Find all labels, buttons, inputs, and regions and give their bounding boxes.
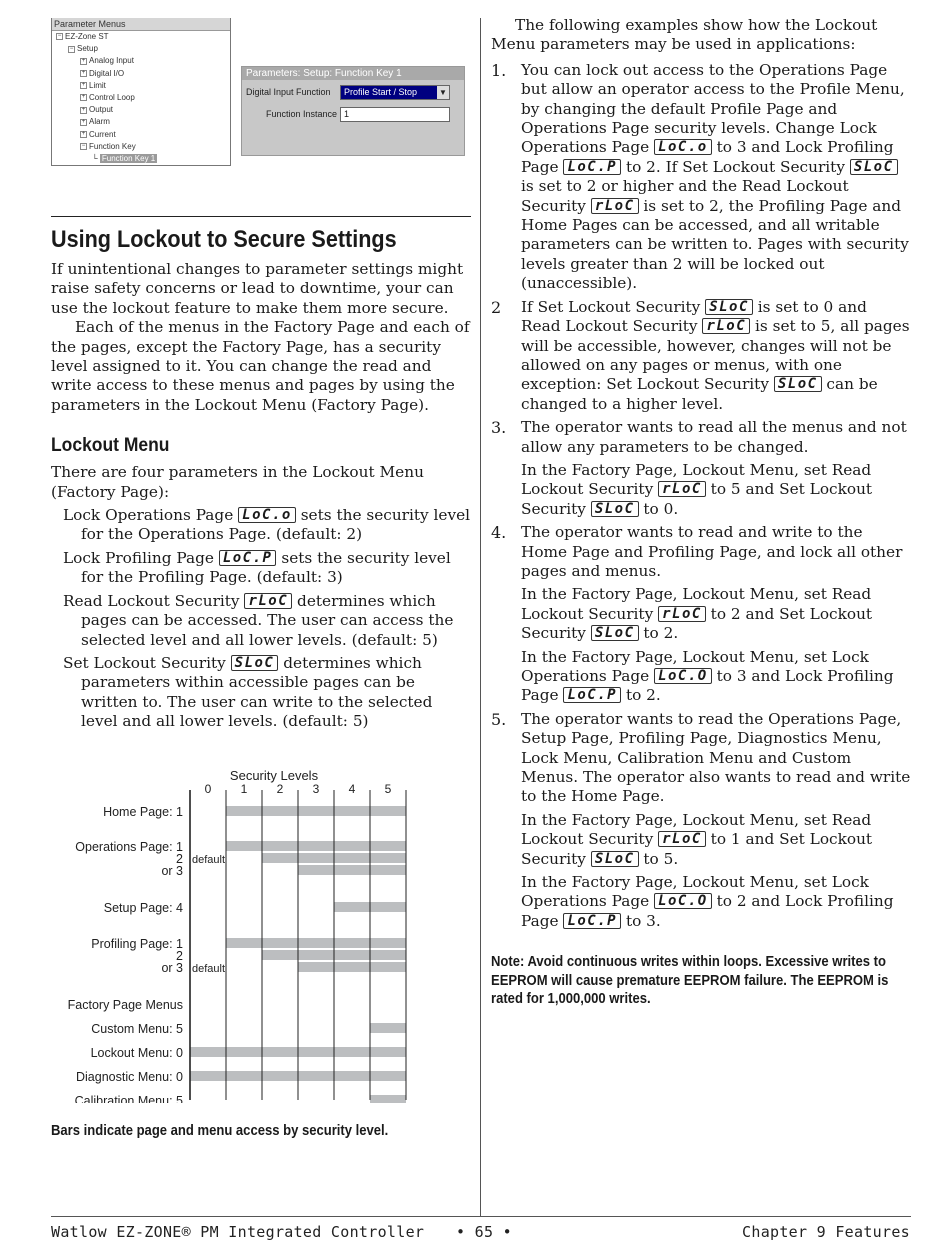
- access-bar: [226, 806, 406, 816]
- example-text: The operator wants to read and write to the Home Page and Profiling Page, and lock all other pages and menus.: [521, 523, 903, 580]
- intro-paragraph: If unintentional changes to parameter settings might raise safety concerns or lead to downtime, your can use the lockout feature to make them more secure.: [51, 260, 464, 317]
- tree-item-label: Output: [89, 105, 114, 115]
- row-label: Home Page: 1: [103, 805, 183, 819]
- access-bar: [370, 1095, 406, 1103]
- parameter-code: LoC.o: [238, 507, 296, 523]
- example-text: to 3.: [621, 911, 661, 930]
- expand-icon[interactable]: +: [81, 94, 86, 101]
- parameter-name: Set Lockout Security: [63, 653, 226, 672]
- tree-item-label: Digital I/O: [89, 68, 125, 78]
- digital-input-function-select[interactable]: [340, 85, 450, 100]
- example-number: 1.: [491, 60, 507, 80]
- example-text: to 5 and Set Lockout Security: [521, 480, 873, 518]
- tree-item[interactable]: [52, 31, 230, 43]
- lockout-intro: There are four parameters in the Lockout Menu (Factory Page):: [51, 463, 424, 501]
- example-step: [491, 811, 911, 869]
- security-levels-chart: [51, 748, 431, 1107]
- tree-item[interactable]: [52, 104, 230, 116]
- example-text: to 2. If Set Lockout Security: [621, 157, 850, 176]
- example-step: [491, 648, 911, 706]
- example-text: is set to 5, all pages will be accessible, however, changes will not be allowed on any pages or menus, with one exception: Set Lockout Security: [521, 317, 910, 394]
- example-text: The operator wants to read all the menus and not allow any parameters to be changed.: [521, 418, 907, 456]
- function-instance-input[interactable]: 1: [340, 107, 450, 122]
- parameter-code: rLoC: [658, 831, 706, 847]
- parameter-code: SLoC: [591, 501, 639, 517]
- section-rule: [51, 216, 471, 217]
- eeprom-note: Note: Avoid continuous writes within loops. Excessive writes to EEPROM will cause premature EEPROM failure. The EEPROM is rated for 1,000,000 writes.: [491, 954, 889, 1008]
- column-divider: [480, 18, 481, 1216]
- collapse-icon[interactable]: −: [69, 45, 74, 52]
- example-step: [491, 873, 911, 931]
- parameter-code: SLoC: [231, 655, 279, 671]
- example-body: [521, 418, 911, 457]
- footer-rule: [51, 1216, 911, 1217]
- security-paragraph: Each of the menus in the Factory Page and each of the pages, except the Factory Page, has a security level assigned to it. You can change the read and write access to these menus and pages by using the parameters in the Lockout Menu (Factory Page).: [51, 318, 470, 414]
- tree-item-label: Control Loop: [89, 92, 135, 102]
- tree-item[interactable]: [52, 43, 230, 55]
- parameter-code: rLoC: [244, 593, 292, 609]
- footer-title: Watlow EZ-ZONE® PM Integrated Controller: [51, 1223, 425, 1241]
- example-text: to 1 and Set Lockout Security: [521, 830, 873, 868]
- parameter-code: LoC.P: [219, 550, 277, 566]
- access-bar: [226, 841, 406, 851]
- access-bar: [298, 962, 406, 972]
- example-body: [521, 61, 911, 294]
- tree-item-label: Alarm: [89, 117, 110, 127]
- row-label: Profiling Page: 1: [91, 937, 183, 951]
- parameter-name: Lock Operations Page: [63, 506, 234, 525]
- access-bar: [298, 865, 406, 875]
- example-number: 2: [491, 297, 502, 317]
- parameter-menus-tree: [51, 18, 231, 166]
- example-body: [521, 298, 911, 414]
- example-item: [491, 523, 911, 581]
- tree-item[interactable]: [52, 153, 230, 165]
- default-note: default: [192, 963, 226, 975]
- parameter-description: sets the security level for the Operations Page. (default: 2): [81, 506, 471, 544]
- example-step: [491, 585, 911, 643]
- example-text: is set to 2 or higher and the Read Lockout Security: [521, 177, 849, 215]
- level-tick-label: 4: [348, 782, 356, 796]
- example-text: If Set Lockout Security: [521, 297, 706, 316]
- example-text: is set to 0 and Read Lockout Security: [521, 297, 867, 336]
- lockout-parameter: [51, 654, 471, 732]
- expand-icon[interactable]: +: [81, 57, 86, 64]
- parameter-code: rLoC: [658, 606, 706, 622]
- example-text: to 2 and Lock Profiling Page: [521, 892, 894, 930]
- parameter-code: LoC.P: [563, 913, 621, 929]
- example-item: [491, 418, 911, 457]
- dialog-title: Parameters: Setup: Function Key 1: [242, 67, 464, 80]
- row-label: Calibration Menu: 5: [74, 1094, 183, 1103]
- parameter-code: SLoC: [705, 299, 753, 315]
- example-text: In the Factory Page, Lockout Menu, set Lock Operations Page: [521, 647, 869, 685]
- expand-icon[interactable]: +: [81, 69, 86, 76]
- collapse-icon[interactable]: −: [81, 143, 86, 150]
- parameter-code: LoC.O: [654, 668, 712, 684]
- right-column: [491, 16, 911, 1009]
- collapse-icon[interactable]: −: [57, 33, 62, 40]
- field1-label: Digital Input Function: [246, 87, 331, 97]
- tree-item-label: Current: [89, 129, 116, 139]
- example-item: [491, 298, 911, 414]
- example-item: [491, 710, 911, 807]
- parameter-code: LoC.o: [654, 139, 712, 155]
- tree-item[interactable]: [52, 141, 230, 153]
- tree-item-label: Function Key: [89, 141, 136, 151]
- parameter-name: Read Lockout Security: [63, 591, 240, 610]
- parameter-code: LoC.P: [563, 159, 621, 175]
- tree-title: Parameter Menus: [52, 18, 230, 31]
- row-label: 2: [176, 949, 183, 963]
- lockout-parameter: [51, 506, 471, 545]
- example-text: is set to 2, the Profiling Page and Home Pages can be accessed, and all writable parameters can be written to. Pages with security levels greater than 2 will be locked out (unaccessible).: [521, 196, 909, 293]
- tree-item-label: Setup: [77, 44, 98, 54]
- tree-branch-icon: └: [92, 153, 100, 163]
- expand-icon[interactable]: +: [81, 106, 86, 113]
- level-tick-label: 2: [276, 782, 284, 796]
- footer-chapter: Chapter 9 Features: [742, 1223, 910, 1241]
- function-key-dialog: [241, 66, 465, 156]
- parameter-code: rLoC: [591, 198, 639, 214]
- tree-item[interactable]: [52, 68, 230, 80]
- example-text: to 0.: [638, 499, 679, 518]
- tree-item-label: Limit: [89, 80, 106, 90]
- parameter-code: SLoC: [774, 376, 822, 392]
- page-number: • 65 •: [456, 1223, 512, 1241]
- default-note: default: [192, 854, 226, 866]
- parameter-description: determines which pages can be accessed. The user can access the selected level and all lower levels. (default: 5): [81, 591, 454, 649]
- example-body: [521, 523, 911, 581]
- parameter-description: determines which parameters within accessible pages can be written to. The user can write to the selected level and all lower levels. (default: 5): [81, 653, 433, 731]
- expand-icon[interactable]: +: [81, 82, 86, 89]
- row-label: Diagnostic Menu: 0: [75, 1070, 183, 1084]
- row-label: Custom Menu: 5: [91, 1022, 183, 1036]
- parameter-code: LoC.P: [563, 687, 621, 703]
- row-label: 2: [176, 852, 183, 866]
- example-text: to 2 and Set Lockout Security: [521, 604, 873, 643]
- example-text: to 3 and Lock Profiling Page: [521, 138, 894, 176]
- row-label: Lockout Menu: 0: [90, 1046, 183, 1060]
- tree-list: [52, 31, 230, 165]
- tree-item[interactable]: [52, 92, 230, 104]
- level-tick-label: 5: [384, 782, 392, 796]
- example-text: to 3 and Lock Profiling Page: [521, 667, 894, 705]
- parameter-code: LoC.O: [654, 893, 712, 909]
- lockout-menu-heading: Lockout Menu: [51, 435, 170, 457]
- parameter-code: rLoC: [702, 318, 750, 334]
- security-levels-svg: [51, 748, 431, 1103]
- example-text: You can lock out access to the Operations Page but allow an operator access to the Profile Menu, by changing the default Profile Page and Operations Page security levels. Change Lock Operations Page: [521, 60, 905, 157]
- row-label: Factory Page Menus: [67, 998, 183, 1012]
- tree-item-label: Function Key 1: [101, 153, 156, 163]
- chevron-down-icon[interactable]: ▼: [437, 86, 449, 99]
- access-bar: [226, 938, 406, 948]
- field2-label: Function Instance: [266, 109, 338, 119]
- examples-intro: The following examples show how the Lockout Menu parameters may be used in applications:: [491, 16, 878, 54]
- chart-caption: Bars indicate page and menu access by security level.: [51, 1123, 389, 1139]
- parameter-code: SLoC: [591, 625, 639, 641]
- lockout-parameter: [51, 592, 471, 650]
- row-label: Setup Page: 4: [103, 901, 183, 915]
- example-number: 5.: [491, 709, 507, 729]
- expand-icon[interactable]: +: [81, 118, 86, 125]
- field1-value: Profile Start / Stop: [344, 87, 418, 97]
- examples-list: [491, 61, 911, 931]
- example-number: 4.: [491, 523, 507, 543]
- parameter-code: rLoC: [658, 481, 706, 497]
- tree-item[interactable]: [52, 80, 230, 92]
- example-text: to 5.: [638, 849, 679, 868]
- chart-title: Security Levels: [229, 768, 319, 783]
- access-bar: [370, 1023, 406, 1033]
- example-body: [521, 710, 911, 807]
- parameter-code: SLoC: [591, 851, 639, 867]
- level-tick-label: 0: [204, 782, 212, 796]
- parameter-description: sets the security level for the Profiling Page. (default: 3): [81, 548, 451, 587]
- example-text: In the Factory Page, Lockout Menu, set Read Lockout Security: [521, 585, 872, 623]
- tree-item-label: EZ-Zone ST: [65, 32, 109, 41]
- level-tick-label: 3: [312, 782, 320, 796]
- row-label: Operations Page: 1: [75, 840, 183, 854]
- example-text: In the Factory Page, Lockout Menu, set Read Lockout Security: [521, 460, 872, 499]
- row-label: or 3: [161, 864, 183, 878]
- row-label: or 3: [161, 961, 183, 975]
- example-step: [491, 461, 911, 519]
- example-text: In the Factory Page, Lockout Menu, set Lock Operations Page: [521, 873, 869, 911]
- parameter-name: Lock Profiling Page: [63, 548, 214, 567]
- tree-item[interactable]: [52, 55, 230, 67]
- example-text: to 2.: [638, 624, 679, 643]
- parameter-code: SLoC: [850, 159, 898, 175]
- left-body: [51, 260, 471, 732]
- lockout-parameter-list: [51, 506, 471, 731]
- example-item: [491, 61, 911, 294]
- example-text: to 2.: [621, 686, 661, 705]
- example-text: In the Factory Page, Lockout Menu, set Read Lockout Security: [521, 810, 872, 849]
- tree-item-label: Analog Input: [89, 56, 134, 66]
- tree-item[interactable]: [52, 129, 230, 141]
- example-number: 3.: [491, 418, 507, 438]
- section-heading: Using Lockout to Secure Settings: [51, 226, 397, 253]
- expand-icon[interactable]: +: [81, 130, 86, 137]
- example-text: The operator wants to read the Operations Page, Setup Page, Profiling Page, Diagnostics Menu, Lock Menu, Calibration Menu and Custom Menus. The operator also wants to read and write to the Home Page.: [521, 709, 911, 806]
- level-tick-label: 1: [240, 782, 248, 796]
- example-text: can be changed to a higher level.: [521, 375, 878, 413]
- lockout-parameter: [51, 549, 471, 588]
- tree-item[interactable]: [52, 116, 230, 128]
